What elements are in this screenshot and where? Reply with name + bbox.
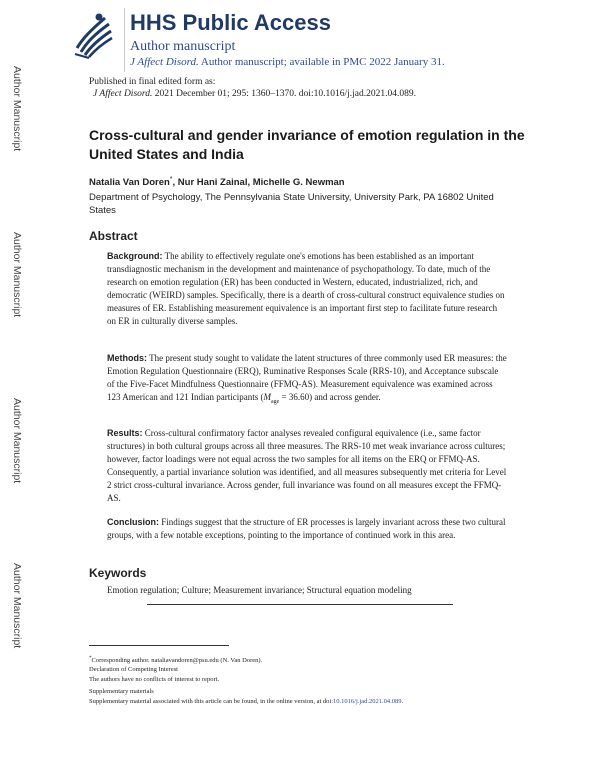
author-list xyxy=(89,176,345,188)
journal-name: J Affect Disord. xyxy=(130,56,199,68)
supplementary-heading: Supplementary materials xyxy=(89,688,154,695)
footnote-divider xyxy=(89,645,229,646)
supp-text: Supplementary material associated with this article can be found, in the online version, at doi: xyxy=(89,698,334,705)
author-rest: , Nur Hani Zainal, Michelle G. Newman xyxy=(172,177,345,189)
abstract-conclusion xyxy=(107,516,507,542)
methods-text: The present study sought to validate the latent structures of three commonly used ER measures: the Emotion Regulation Questionnaire (ERQ), Ruminative Responses Scale (RRS-10), and Acceptance subscale of the Five-Facet Mindfulness Questionnaire (FFMQ-AS). Measurement equivalence was examined across 123 American and 121 Indian participants ( xyxy=(107,353,507,402)
abstract-background xyxy=(107,250,507,328)
methods-end: = 36.60) and across gender. xyxy=(279,392,381,402)
abstract-methods xyxy=(107,352,507,409)
author-first: Natalia Van Doren xyxy=(89,177,170,189)
keywords-list: Emotion regulation; Culture; Measurement invariance; Structural equation modeling xyxy=(107,585,412,595)
side-label-author-manuscript: Author Manuscript xyxy=(11,66,23,152)
supplementary-text xyxy=(89,697,403,706)
hhs-public-access-title: HHS Public Access xyxy=(130,10,331,35)
side-label-author-manuscript: Author Manuscript xyxy=(11,398,23,484)
abstract-heading: Abstract xyxy=(89,229,138,243)
header-divider xyxy=(124,8,125,72)
citation-journal: J Affect Disord. xyxy=(93,89,153,99)
corresponding-text: Corresponding author. nataliavandoren@psu.edu (N. Van Doren). xyxy=(91,657,263,665)
conclusion-label: Conclusion: xyxy=(107,517,159,527)
citation-line xyxy=(93,89,416,99)
results-text: Cross-cultural confirmatory factor analyses revealed configural equivalence (i.e., same factor structures) in both cultural groups across all three measures. The RRS-10 met weak invariance across cultures; however, factor loadings were not equal across the two samples for all items on the ERQ or FFMQ-AS. Consequently, a partial invariance solution was identified, and all measures subsequently met criteria for Level 2 strict cross-cultural invariance. Across gender, full invariance was found on all measures except the FFMQ-AS. xyxy=(107,428,507,503)
corresponding-footnote-mark: * xyxy=(89,656,92,661)
results-label: Results: xyxy=(107,428,143,438)
article-title: Cross-cultural and gender invariance of emotion regulation in the United States and India xyxy=(89,127,525,162)
availability-text: Author manuscript; available in PMC 2022 January 31. xyxy=(200,56,445,68)
keywords-heading: Keywords xyxy=(89,566,147,580)
affiliation: Department of Psychology, The Pennsylvania State University, University Park, PA 16802 United States xyxy=(89,192,494,216)
doi-link[interactable]: 10.1016/j.jad.2021.04.089 xyxy=(333,698,402,705)
methods-m: M xyxy=(263,392,271,402)
citation-details: 2021 December 01; 295: 1360–1370. doi:10.1016/j.jad.2021.04.089. xyxy=(154,89,416,99)
hhs-eagle-logo-icon xyxy=(69,8,117,60)
side-label-author-manuscript: Author Manuscript xyxy=(11,563,23,649)
keywords-divider xyxy=(147,604,453,605)
conclusion-text: Findings suggest that the structure of ER processes is largely invariant across these two cultural groups, with a few notable exceptions, pointing to the importance of continued work in this area. xyxy=(107,517,506,540)
methods-label: Methods: xyxy=(107,353,147,363)
published-label: Published in final edited form as: xyxy=(89,77,216,87)
declaration-heading: Declaration of Competing Interest xyxy=(89,666,178,673)
corresponding-footnote xyxy=(89,654,262,665)
author-manuscript-subtitle: Author manuscript xyxy=(130,39,236,54)
supp-end: . xyxy=(401,698,404,705)
background-label: Background: xyxy=(107,251,163,261)
abstract-results xyxy=(107,427,507,505)
methods-subscript: age xyxy=(270,398,280,405)
corresponding-mark: * xyxy=(169,176,173,183)
background-text: The ability to effectively regulate one's emotions has been established as an important transdiagnostic mechanism in the development and maintenance of psychopathology. To date, much of the research on emotion regulation (ER) has been conducted in Western, educated, industrialized, rich, and democratic (WEIRD) samples. Specifically, there is a dearth of cross-cultural construct equivalence studies on measures of ER. Establishing measurement equivalence is an important first step to facilitate future research on ER in culturally diverse samples. xyxy=(107,251,505,326)
side-label-author-manuscript: Author Manuscript xyxy=(11,232,23,318)
availability-line xyxy=(130,56,445,68)
conflicts-text: The authors have no conflicts of interest to report. xyxy=(89,676,220,683)
